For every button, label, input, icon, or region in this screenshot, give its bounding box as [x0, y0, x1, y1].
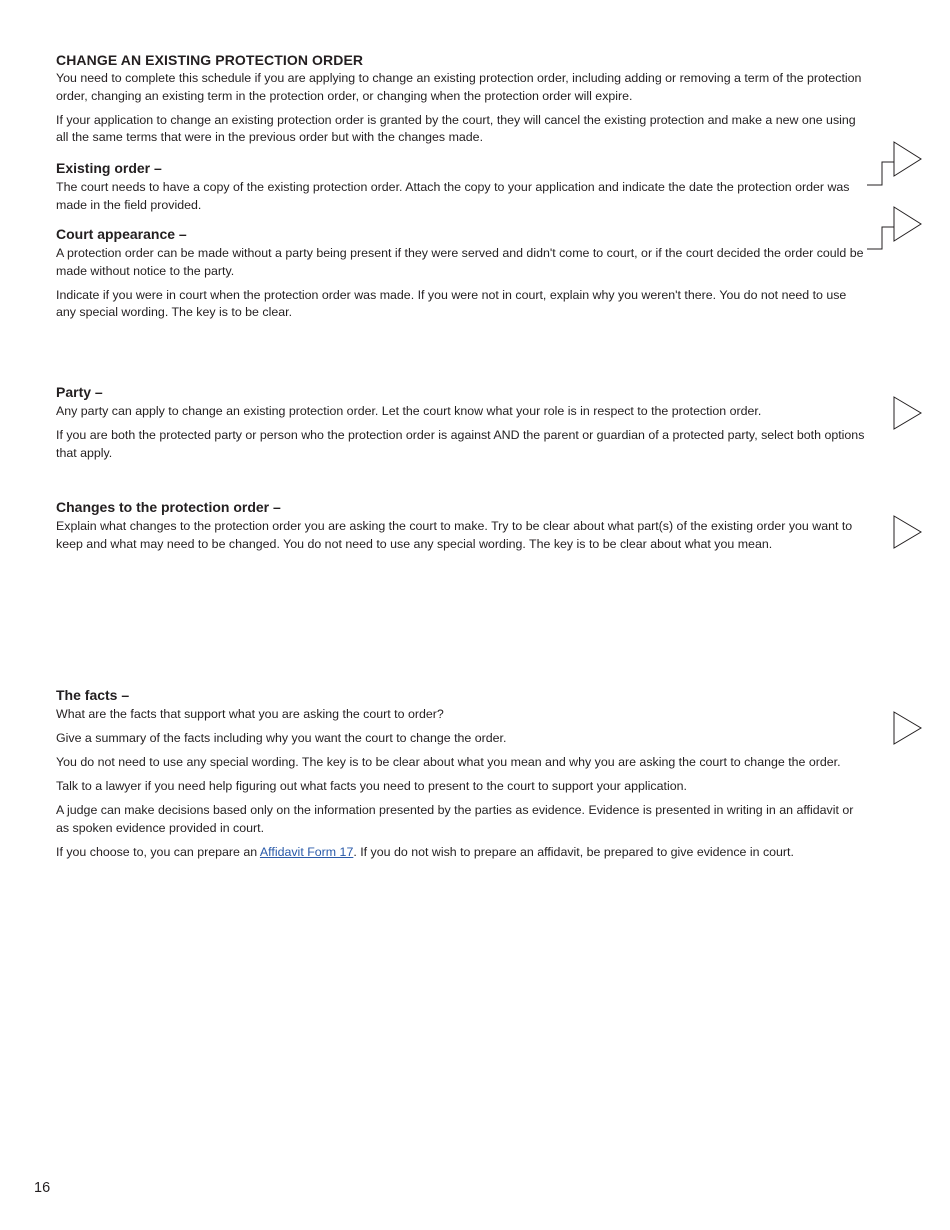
facts-paragraph-6-start: If you choose to, you can prepare an [56, 844, 260, 859]
facts-paragraph-5: A judge can make decisions based only on the information presented by the parties as evidence. Evidence is presented in writing in an affidavit or as spoken evidence provided in court. [56, 803, 854, 835]
changes-heading: Changes to the protection order – [56, 499, 281, 515]
court-appearance-section [56, 225, 868, 322]
facts-paragraph-3: You do not need to use any special wording. The key is to be clear about what you mean and why you are asking the court to change the order. [56, 755, 841, 769]
party-pointer-arrow-icon [892, 395, 926, 433]
facts-heading: The facts – [56, 687, 130, 703]
facts-paragraph-2: Give a summary of the facts including why you want the court to change the order. [56, 731, 507, 745]
party-heading: Party – [56, 384, 103, 400]
intro-paragraph-2: If your application to change an existing protection order is granted by the court, they will cancel the existing protection and make a new one using all the same terms that were in the previous order but with the changes made. [56, 112, 856, 144]
facts-section [56, 686, 868, 861]
existing-order-section [56, 159, 868, 214]
court-appearance-paragraph-1: A protection order can be made without a party being present if they were served and didn't come to court, or if the court decided the order could be made without notice to the party. [56, 246, 864, 278]
existing-order-paragraph: The court needs to have a copy of the existing protection order. Attach the copy to your application and indicate the date the protection order was made in the field provided. [56, 180, 850, 212]
facts-pointer-arrow-icon [892, 710, 926, 748]
party-paragraph-1: Any party can apply to change an existing protection order. Let the court know what your role is in respect to the protection order. [56, 404, 762, 418]
page-title: CHANGE AN EXISTING PROTECTION ORDER [56, 52, 364, 68]
intro-paragraph-1: You need to complete this schedule if you are applying to change an existing protection order, including adding or removing a term of the protection order, changing an existing term in the protection order, or changing when the protection order will expire. [56, 71, 862, 103]
court-appearance-pointer-arrow-icon [864, 205, 926, 253]
party-paragraph-2: If you are both the protected party or person who the protection order is against AND the parent or guardian of a protected party, select both options that apply. [56, 428, 865, 460]
facts-paragraph-6-end: . If you do not wish to prepare an affidavit, be prepared to give evidence in court. [353, 844, 794, 859]
changes-paragraph: Explain what changes to the protection order you are asking the court to make. Try to be clear about what part(s) of the existing order you want to keep and what may need to be changed. You do not need to use any special wording. The key is to be clear about what you mean. [56, 519, 853, 551]
existing-order-pointer-arrow-icon [864, 140, 926, 188]
court-appearance-paragraph-2: Indicate if you were in court when the protection order was made. If you were not in court, explain why you weren't there. You do not need to use any special wording. The key is to be clear. [56, 287, 847, 319]
facts-paragraph-1: What are the facts that support what you are asking the court to order? [56, 707, 444, 721]
party-section [56, 383, 868, 462]
page-number: 16 [34, 1180, 51, 1196]
court-appearance-heading: Court appearance – [56, 226, 187, 242]
facts-paragraph-6 [56, 844, 868, 862]
changes-section [56, 498, 868, 553]
affidavit-form-17-link[interactable]: Affidavit Form 17 [259, 844, 354, 859]
changes-pointer-arrow-icon [892, 514, 926, 552]
intro-section [56, 70, 868, 147]
existing-order-heading: Existing order – [56, 160, 162, 176]
facts-paragraph-4: Talk to a lawyer if you need help figuring out what facts you need to present to the court to support your application. [56, 779, 687, 793]
